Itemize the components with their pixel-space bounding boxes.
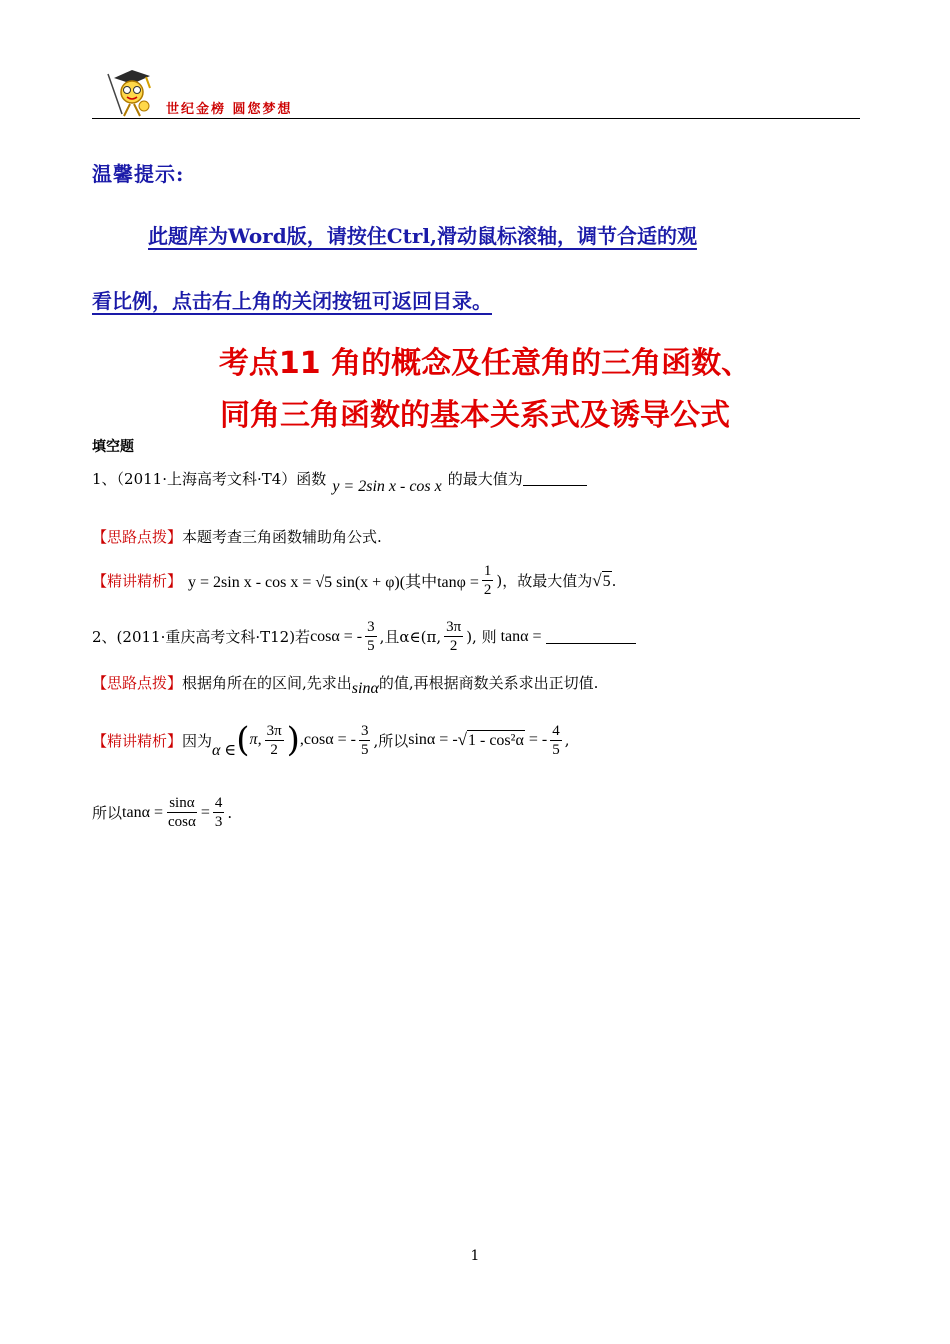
tip-text-line1: 此题库为Word版，请按住Ctrl,滑动鼠标滚轴，调节合适的观 (148, 224, 697, 248)
question-1 (92, 468, 587, 495)
q2-mid: ,且α∈(π, (379, 628, 442, 646)
q1-formula: y = 2sin x - cos x (332, 477, 442, 495)
question-2 (92, 618, 636, 655)
q2-solution-fraction-interval: $\frac{3\pi}{2}$ (266, 722, 282, 758)
q2-solution-eq: = - (528, 731, 548, 748)
q1-solution-answer: √ 5 (592, 570, 611, 590)
q2-tan-expr: tanα = (500, 627, 542, 645)
q1-solution-mid: )，故最大值为 (496, 572, 593, 590)
q1-suffix: 的最大值为 (447, 470, 523, 488)
q2-solution-pi: π, (249, 731, 262, 748)
tip-text-line2: 看比例，点击右上角的关闭按钮可返回目录。 (92, 289, 492, 313)
q1-solution-end: . (611, 571, 617, 590)
q2-final-tan: tanα = (122, 803, 163, 821)
q2-solution-because: 因为 (182, 731, 213, 750)
q2-hint (92, 672, 599, 697)
q1-prefix: 1、（2011·上海高考文科·T4）函数 (92, 470, 327, 488)
section-heading: 填空题 (92, 439, 134, 455)
q2-solution-cos: ,cosα = - (299, 731, 356, 748)
q2-solution-so: ,所以 (373, 731, 409, 750)
q2-final (92, 794, 232, 831)
left-paren-icon: ( (236, 720, 250, 760)
q2-answer-blank (546, 629, 636, 644)
q2-solution (92, 720, 569, 760)
page-title-line1: 考点11 角的概念及任意角的三角函数、 (218, 346, 752, 381)
q2-prefix: 2、(2011·重庆高考文科·T12)若 (92, 628, 311, 646)
q2-solution-tag: 【精讲精析】 (92, 731, 183, 750)
q2-solution-sin: sinα = - (408, 731, 458, 748)
q1-solution-expr: y = 2sin x - cos x = √5 sin(x + φ)(其中tanφ = (188, 574, 479, 591)
q1-solution-fraction: $\frac{1}{2}$ (483, 563, 492, 598)
q2-hint-pre: 根据角所在的区间,先求出 (182, 674, 352, 692)
q2-solution-comma: , (564, 731, 570, 749)
q2-solution-fraction-cos: $\frac{3}{5}$ (360, 722, 369, 758)
page-number: 1 (470, 1248, 480, 1264)
q2-final-pre: 所以 (92, 804, 123, 822)
page-title-line2: 同角三角函数的基本关系式及诱导公式 (220, 398, 730, 433)
q1-hint-text: 本题考查三角函数辅助角公式. (182, 528, 382, 546)
q2-solution-sqrt: √ 1 - cos²α (457, 730, 524, 749)
q2-hint-post: 的值,再根据商数关系求出正切值. (378, 674, 599, 692)
tip-title: 温馨提示: (92, 162, 185, 186)
q2-fraction-2: $\frac{3\pi}{2}$ (446, 619, 462, 654)
header-divider (92, 118, 860, 119)
q2-final-eq: = (200, 803, 210, 821)
q2-cos-expr: cosα = - (310, 627, 363, 645)
q2-solution-fraction-sin: $\frac{4}{5}$ (552, 722, 560, 758)
q2-fraction-1: $\frac{3}{5}$ (367, 619, 375, 654)
logo (100, 62, 166, 118)
right-paren-icon: ) (286, 720, 300, 760)
header-slogan: 世纪金榜 圆您梦想 (166, 102, 293, 117)
q2-final-end: . (227, 803, 233, 822)
q2-then: ), 则 (466, 628, 497, 646)
q2-final-fraction: $\frac{\sin\alpha}{\cos\alpha}$ (167, 795, 196, 830)
q1-answer-blank (523, 471, 587, 486)
q2-solution-alpha-in: α ∈ (212, 742, 237, 759)
q1-hint (92, 526, 382, 547)
q2-hint-tag: 【思路点拨】 (92, 674, 183, 692)
q1-solution (92, 562, 616, 599)
mascot-icon (100, 62, 166, 118)
q1-solution-tag: 【精讲精析】 (92, 572, 183, 590)
q2-hint-sin: sinα (351, 679, 379, 697)
q2-final-value: $\frac{4}{3}$ (214, 795, 223, 830)
q1-hint-tag: 【思路点拨】 (92, 528, 183, 546)
